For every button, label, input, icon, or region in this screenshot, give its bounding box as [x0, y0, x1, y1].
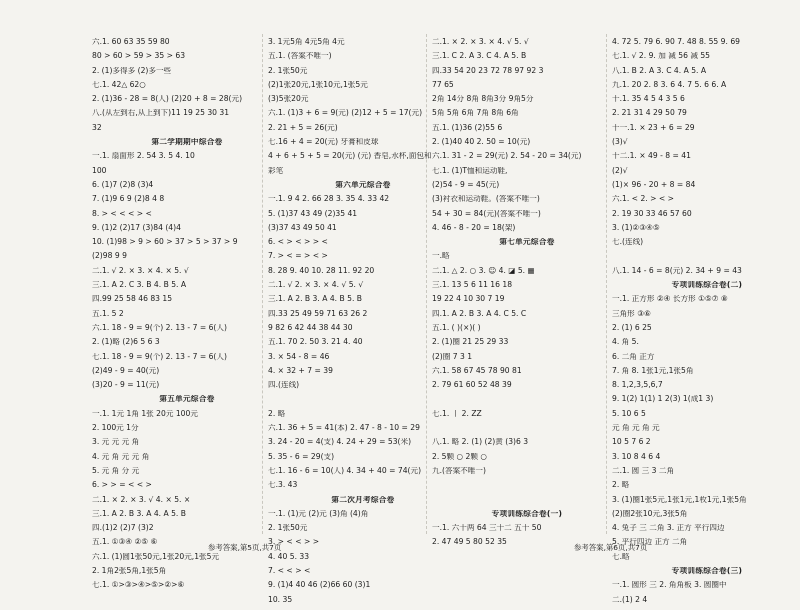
answer-line: 七.1. 16 - 6 = 10(人) 4. 34 + 40 = 74(元) [268, 466, 422, 475]
answer-line: 2. 1张50元 [268, 524, 308, 533]
answer-column-4 [612, 38, 800, 610]
answer-line: 七.1. 18 - 9 = 9(个) 2. 13 - 7 = 6(人) [92, 352, 227, 361]
answer-line: 六.1. < 2. > < > [612, 195, 675, 204]
answer-line: 2. 21 + 5 = 26(元) [268, 123, 338, 132]
answer-line: 8. > < < < > < [92, 209, 152, 218]
answer-line: 六.1. (1)圆1张50元,1张20元,1张5元 [92, 552, 220, 561]
answer-line: 2. (1)36 - 28 = 8(人) (2)20 + 8 = 28(元) [92, 95, 243, 104]
answer-line: 3. (1)圈1张5元,1张1元,1枚1元,1张5角 [612, 495, 747, 504]
answer-line: (3)5张20元 [268, 95, 309, 104]
answer-line: 四.33 54 20 23 72 78 97 92 3 [432, 66, 544, 75]
answer-line: (3)20 - 9 = 11(元) [92, 381, 160, 390]
answer-line: 六.1. (1)3 + 6 = 9(元) (2)12 + 5 = 17(元) [268, 109, 423, 118]
answer-line: 七.1. √ 2. 9. 加 减 56 减 55 [612, 52, 710, 61]
answer-line [432, 424, 622, 438]
answer-line: 3. 10 8 4 6 4 [612, 452, 661, 461]
answer-line: 3. × 54 - 8 = 46 [268, 352, 330, 361]
answer-column-1 [92, 38, 282, 596]
section-heading: 专项训练综合卷(一) [491, 509, 563, 518]
answer-line: 七.1. ⼁ 2. ZZ [432, 409, 482, 418]
answer-line: 四.(连线) [268, 381, 300, 390]
answer-line: 七.1. (1)T恤和运动鞋, [432, 166, 508, 175]
answer-line: 4. 46 - 8 - 20 = 18(架) [432, 223, 516, 232]
page-footer-left: 参考答案,第5页,共7页 [208, 543, 282, 552]
answer-line: 二.1. √ 2. × 3. × 4. × 5. √ [92, 266, 189, 275]
answer-line: 5. 35 - 6 = 29(支) [268, 452, 335, 461]
answer-line: (3)37 43 49 50 41 [268, 223, 337, 232]
answer-line: 六.1. 36 + 5 = 41(本) 2. 47 - 8 - 10 = 29 [268, 424, 420, 433]
answer-line: 一.1. 六十两 64 三十二 五十 50 [432, 524, 542, 533]
answer-line: 八.1. 略 2. (1) (2)黄 (3)6 3 [432, 438, 529, 447]
answer-line: 二.1. 圆 三 3 二角 [612, 466, 675, 475]
answer-line: 3. > < < > > [268, 538, 320, 547]
answer-line: 4. 72 5. 79 6. 90 7. 48 8. 55 9. 69 [612, 38, 740, 46]
answer-line: 9. 1(2) 1(1) 1 2(3) 1(成1 3) [612, 395, 714, 404]
answer-line: 6. (1)7 (2)8 (3)4 [92, 180, 154, 189]
answer-line: 一.1. (1)元 (2)元 (3)角 (4)角 [268, 509, 369, 518]
answer-column-3 [432, 38, 622, 553]
answer-line: 9. (1)4 40 46 (2)66 60 (3)1 [268, 581, 371, 590]
answer-line: 4. 元 角 元 元 角 [92, 452, 150, 461]
answer-line: 五.1. 5 2 [92, 309, 124, 318]
answer-line: 五.1. (答案不唯一) [268, 52, 332, 61]
answer-line: 5. 10 6 5 [612, 409, 646, 418]
answer-line: 彩笔 [268, 166, 284, 175]
answer-line: 十.1. 35 4 5 4 3 5 6 [612, 95, 685, 104]
answer-line: 一.1. 扇面形 2. 54 3. 5 4. 10 [92, 152, 195, 161]
section-heading: 第二学期期中综合卷 [151, 138, 223, 147]
answer-line: 10. 35 [268, 595, 293, 604]
answer-line: 80 > 60 > 59 > 35 > 63 [92, 52, 186, 61]
answer-line: 4. 角 5. [612, 338, 639, 347]
answer-line: 2. (1)略 (2)6 5 6 3 [92, 338, 160, 347]
answer-line: 9. (1)2 (2)17 (3)84 (4)4 [92, 223, 181, 232]
answer-line: 6. > > = < < > [92, 481, 152, 490]
answer-line: 2. 5颗 ○ 2颗 ○ [432, 452, 488, 461]
answer-line: 2. 79 61 60 52 48 39 [432, 381, 512, 390]
answer-line: (1)× 96 - 20 + 8 = 84 [612, 180, 696, 189]
answer-line: 2. 21 31 4 29 50 79 [612, 109, 687, 118]
answer-line: 六.1. 31 - 2 = 29(元) 2. 54 - 20 = 34(元) [432, 152, 582, 161]
answer-line: 5. 元 角 分 元 [92, 466, 140, 475]
answer-line: 2角 14分 8角 8角3分 9角5分 [432, 95, 534, 104]
answer-line [432, 496, 622, 510]
answer-line: 二.1. × 2. × 3. √ 4. × 5. × [92, 495, 191, 504]
section-heading: 第五单元综合卷 [159, 395, 215, 404]
answer-line: 一.略 [432, 252, 450, 261]
answer-line: 八.1. B 2. A 3. C 4. A 5. A [612, 66, 707, 75]
answer-line: 5. (1)37 43 49 (2)35 41 [268, 209, 358, 218]
answer-line: 2. 略 [612, 481, 630, 490]
answer-line: 6. < > < > > < [268, 238, 328, 247]
answer-line: 六.1. 18 - 9 = 9(个) 2. 13 - 7 = 6(人) [92, 323, 227, 332]
answer-line: 3. 24 - 20 = 4(支) 4. 24 + 29 = 53(米) [268, 438, 412, 447]
answer-line: (3)衬衣和运动鞋。(答案不唯一) [432, 195, 540, 204]
answer-line: 二.1. △ 2. ○ 3. ☺ 4. ◪ 5. ▦ [432, 266, 535, 275]
answer-line: (2)98 9 9 [92, 252, 127, 261]
answer-line: 元 角 元 角 元 [612, 424, 660, 433]
answer-line: 三.1. A 2. B 3. A 4. B 5. B [268, 295, 362, 304]
answer-line: (2)圈2张10元,3张5角 [612, 509, 688, 518]
answer-line: 八.1. 14 - 6 = 8(元) 2. 34 + 9 = 43 [612, 266, 742, 275]
answer-line: 32 [92, 123, 102, 132]
answer-line: 三角形 ③⑥ [612, 309, 651, 318]
answer-line: 二.1. × 2. × 3. × 4. √ 5. √ [432, 38, 529, 46]
answer-line: 2. 47 49 5 80 52 35 [432, 538, 507, 547]
answer-line: 54 + 30 = 84(元)(答案不唯一) [432, 209, 541, 218]
answer-line: 3. 元 元 元 角 [92, 438, 140, 447]
answer-line: 4 + 6 + 5 + 5 = 20(元) (元) 香皂,水杯,面包和 [268, 152, 432, 161]
answer-line: 七.16 + 4 = 20(元) 牙膏和皮球 [268, 138, 379, 147]
answer-line: 三.1. 13 5 6 11 16 18 [432, 281, 513, 290]
answer-line [432, 395, 622, 409]
answer-line: (3)√ [612, 138, 628, 147]
answer-line: 一.1. 圆形 三 2. 角角板 3. 圆圈中 [612, 581, 727, 590]
answer-line: 一.1. 1元 1角 1张 20元 100元 [92, 409, 198, 418]
answer-line: 三.1. A 2. B 3. A 4. A 5. B [92, 509, 186, 518]
section-heading: 专项训练综合卷(三) [671, 566, 743, 575]
answer-line [432, 481, 622, 495]
answer-line: 100 [92, 166, 107, 175]
answer-line: 五.1. ①③④ ②⑤ ⑥ [92, 538, 158, 547]
page-footer-right: 参考答案,第6页,共7页 [574, 543, 648, 552]
answer-line: 5角 5角 6角 7角 8角 6角 [432, 109, 519, 118]
answer-line: 3. 1元5角 4元5角 4元 [268, 38, 345, 46]
answer-column-2 [268, 38, 458, 610]
answer-line: 七.略 [612, 552, 630, 561]
answer-line: 一.1. 9 4 2. 66 28 3. 35 4. 33 42 [268, 195, 390, 204]
answer-line: 10 5 7 6 2 [612, 438, 651, 447]
answer-line: 19 22 4 10 30 7 19 [432, 295, 505, 304]
answer-line: 4. 40 5. 33 [268, 552, 310, 561]
answer-line: 八.(从左到右,从上到下)11 19 25 30 31 [92, 109, 230, 118]
answer-line: 五.1. 70 2. 50 3. 21 4. 40 [268, 338, 363, 347]
answer-line: 5. 平行四边 正方 二角 [612, 538, 688, 547]
answer-line: 二.1. √ 2. × 3. × 4. √ 5. √ [268, 281, 364, 290]
answer-line: 六.1. 58 67 45 78 90 81 [432, 366, 522, 375]
answer-line: (2)1张20元,1张10元,1张5元 [268, 80, 368, 89]
answer-line: 2. (1)多得多 (2)多一些 [92, 66, 172, 75]
answer-line [612, 252, 800, 266]
answer-line: 2. 19 30 33 46 57 60 [612, 209, 692, 218]
answer-line: 四.33 25 49 59 71 63 26 2 [268, 309, 368, 318]
answer-line: 8. 28 9. 40 10. 28 11. 92 20 [268, 266, 375, 275]
answer-line: 2. (1)40 40 2. 50 = 10(元) [432, 138, 531, 147]
answer-line: 五.1. (1)36 (2)55 6 [432, 123, 503, 132]
answer-line: 3. (1)②③④⑤ [612, 223, 660, 232]
answer-line: 6. 二角 正方 [612, 352, 655, 361]
answer-line: 三.1. A 2. C 3. B 4. B 5. A [92, 281, 187, 290]
answer-line: 7. > < = > < > [268, 252, 328, 261]
answer-line: (2)49 - 9 = 40(元) [92, 366, 160, 375]
answer-line: 四.1. A 2. B 3. A 4. C 5. C [432, 309, 527, 318]
answer-line: 七.(连线) [612, 238, 644, 247]
answer-line: 2. 1张50元 [268, 66, 308, 75]
section-heading: 第二次月考综合卷 [331, 495, 395, 504]
answer-line: 8. 1,2,3,5,6,7 [612, 381, 663, 390]
answer-line: 2. (1) 6 25 [612, 323, 652, 332]
answer-line: 四.(1)2 (2)7 (3)2 [92, 524, 154, 533]
answer-line: 七.3. 43 [268, 481, 298, 490]
answer-line: 2. (1)圈 21 25 29 33 [432, 338, 509, 347]
answer-line: 七.1. 42△ 62○ [92, 80, 146, 89]
answer-line: 一.1. 正方形 ②④ 长方形 ①⑤⑦ ⑧ [612, 295, 728, 304]
answer-line: 五.1. ( )(×)( ) [432, 323, 481, 332]
answer-line: 2. 1角2张5角,1张5角 [92, 566, 167, 575]
section-heading: 专项训练综合卷(二) [671, 281, 743, 290]
answer-line: (2)圈 7 3 1 [432, 352, 473, 361]
answer-line: 九.1. 20 2. 8 3. 6 4. 7 5. 6 6. A [612, 80, 727, 89]
answer-line: 2. 略 [268, 409, 286, 418]
answer-line: 77 65 [432, 80, 454, 89]
answer-line: 4. × 32 + 7 = 39 [268, 366, 333, 375]
answer-line: (2)54 - 9 = 45(元) [432, 180, 500, 189]
answer-line: 9 82 6 42 44 38 44 30 [268, 323, 353, 332]
answer-line: 7. < < > < [268, 566, 311, 575]
answer-line: (2)√ [612, 166, 628, 175]
answer-line: 四.99 25 58 46 83 15 [92, 295, 173, 304]
section-heading: 第六单元综合卷 [335, 180, 391, 189]
answer-line: 2. 100元 1分 [92, 424, 139, 433]
answer-line: 7. 角 8. 1张1元,1张5角 [612, 366, 694, 375]
answer-line: 7. (1)9 6 9 (2)8 4 8 [92, 195, 165, 204]
answer-line: 三.1. C 2. A 3. C 4. A 5. B [432, 52, 527, 61]
answer-line [268, 395, 458, 409]
answer-line: 六.1. 60 63 35 59 80 [92, 38, 170, 46]
section-heading: 第七单元综合卷 [499, 238, 555, 247]
answer-line: 4. 兔子 三 二角 3. 正方 平行四边 [612, 524, 725, 533]
answer-line: 九.(答案不唯一) [432, 466, 486, 475]
answer-line: 七.1. ①>③>④>⑤>②>⑥ [92, 581, 185, 590]
answer-line: 10. (1)98 > 9 > 60 > 37 > 5 > 37 > 9 [92, 238, 238, 247]
answer-line: 十一.1. × 23 + 6 = 29 [612, 123, 695, 132]
answer-line: 十二.1. × 49 - 8 = 41 [612, 152, 691, 161]
answer-line: 二.(1) 2 4 [612, 595, 648, 604]
